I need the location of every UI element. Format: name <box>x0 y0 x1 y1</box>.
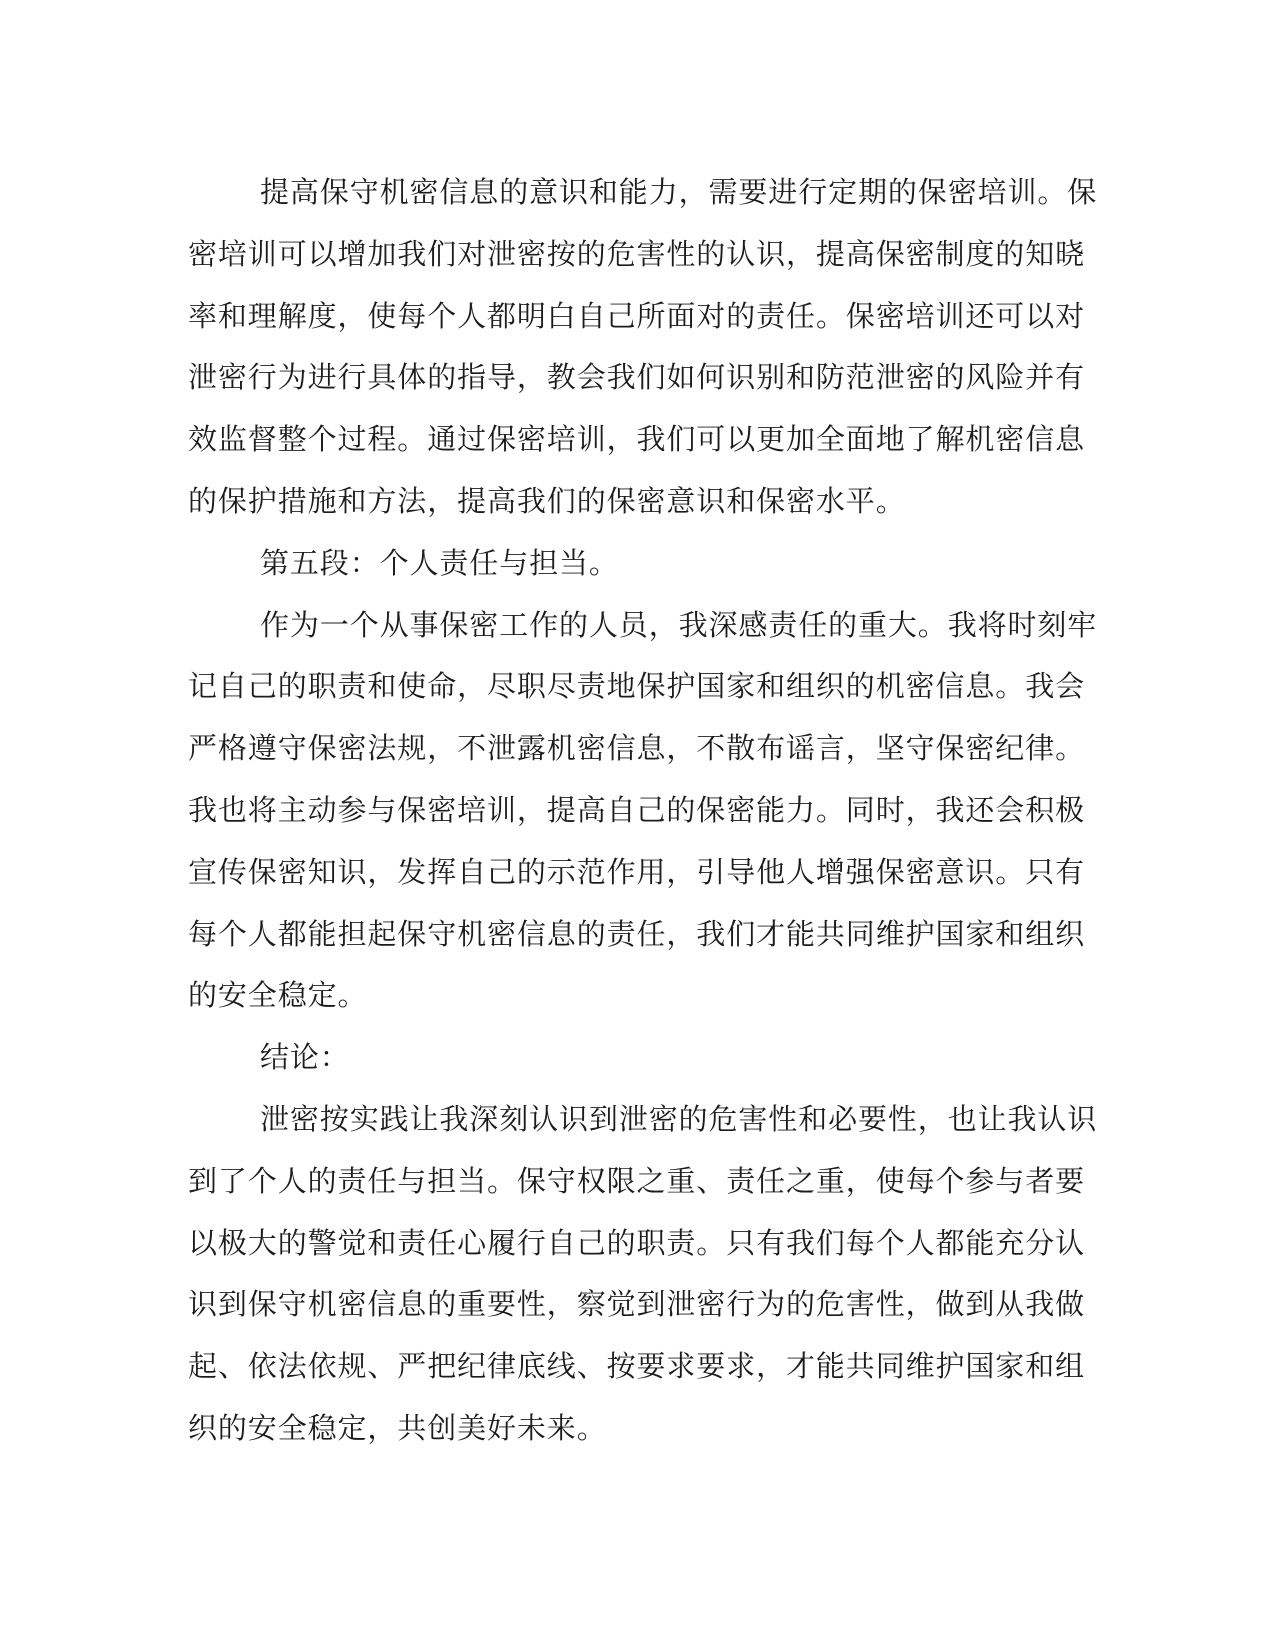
text-line: 记自己的职责和使命，尽职尽责地保护国家和组织的机密信息。我会 <box>188 669 1086 704</box>
text-line: 密培训可以增加我们对泄密按的危害性的认识，提高保密制度的知晓 <box>188 236 1086 271</box>
heading-text: 第五段：个人责任与担当。 <box>260 545 619 580</box>
text-line: 以极大的警觉和责任心履行自己的职责。只有我们每个人都能充分认 <box>188 1225 1086 1260</box>
text-line: 率和理解度，使每个人都明白自己所面对的责任。保密培训还可以对 <box>188 298 1086 333</box>
text-line: 起、依法依规、严把纪律底线、按要求要求，才能共同维护国家和组 <box>188 1349 1086 1384</box>
paragraph-training <box>188 162 1098 533</box>
document-body <box>188 162 1098 1460</box>
text-line: 提高保守机密信息的意识和能力，需要进行定期的保密培训。保 <box>260 175 1098 209</box>
text-line: 的安全稳定。 <box>188 978 368 1013</box>
text-line: 织的安全稳定，共创美好未来。 <box>188 1410 607 1445</box>
paragraph-responsibility <box>188 595 1098 1028</box>
heading-text: 结论： <box>260 1040 350 1075</box>
text-line: 宣传保密知识，发挥自己的示范作用，引导他人增强保密意识。只有 <box>188 854 1086 889</box>
text-line: 严格遵守保密法规，不泄露机密信息，不散布谣言，坚守保密纪律。 <box>188 731 1086 766</box>
text-line: 到了个人的责任与担当。保守权限之重、责任之重，使每个参与者要 <box>188 1163 1086 1198</box>
text-line: 效监督整个过程。通过保密培训，我们可以更加全面地了解机密信息 <box>188 422 1086 457</box>
text-line: 作为一个从事保密工作的人员，我深感责任的重大。我将时刻牢 <box>260 607 1098 642</box>
text-line: 泄密按实践让我深刻认识到泄密的危害性和必要性，也让我认识 <box>260 1101 1098 1136</box>
text-line: 的保护措施和方法，提高我们的保密意识和保密水平。 <box>188 483 906 518</box>
text-line: 每个人都能担起保守机密信息的责任，我们才能共同维护国家和组织 <box>188 916 1086 951</box>
section-heading-5 <box>188 533 1068 595</box>
text-line: 识到保守机密信息的重要性，察觉到泄密行为的危害性，做到从我做 <box>188 1287 1086 1322</box>
text-line: 泄密行为进行具体的指导，教会我们如何识别和防范泄密的风险并有 <box>188 360 1086 395</box>
text-line: 我也将主动参与保密培训，提高自己的保密能力。同时，我还会积极 <box>188 792 1086 827</box>
conclusion-heading <box>188 1027 1068 1089</box>
paragraph-conclusion <box>188 1089 1098 1460</box>
